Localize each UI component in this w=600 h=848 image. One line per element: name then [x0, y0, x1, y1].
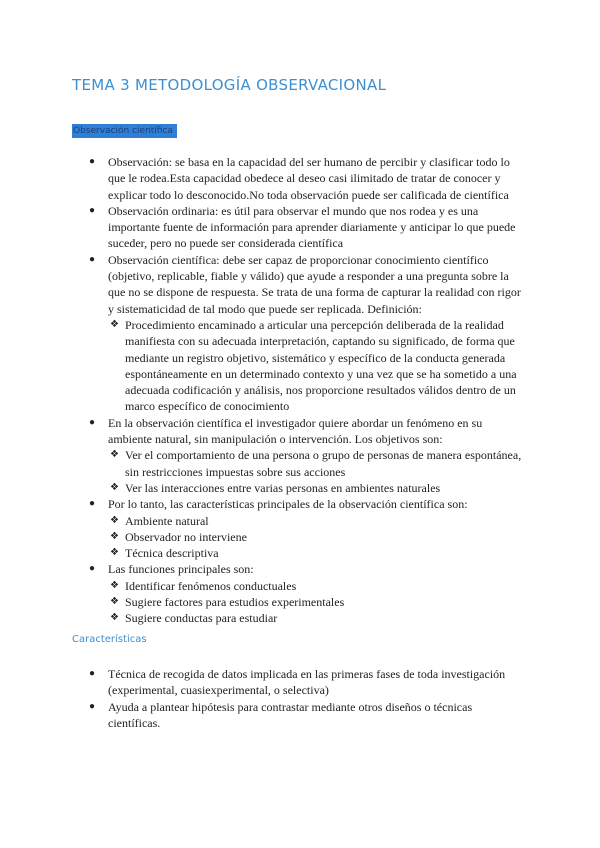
list-item — [86, 496, 526, 561]
diamond-bullet-icon: ❖ — [110, 514, 119, 526]
list-item-text: Por lo tanto, las características principales de la observación científica son: — [108, 497, 468, 512]
diamond-bullet-icon: ❖ — [110, 530, 119, 542]
observacion-list — [86, 154, 526, 627]
list-item-text: Observación ordinaria: es útil para observar el mundo que nos rodea y es una importante fuente de información para aprender diariamente y anticipar lo que puede suceder, pero no puede ser considerada científica — [108, 203, 516, 251]
sub-list-item — [108, 513, 526, 529]
list-item-text: En la observación científica el investigador quiere abordar un fenómeno en su ambiente natural, sin manipulación o intervención. Los objetivos son: — [108, 415, 483, 447]
bullet-icon: ● — [89, 156, 96, 167]
sub-list-item-text: Sugiere factores para estudios experimentales — [125, 595, 345, 610]
list-item — [86, 203, 526, 252]
diamond-bullet-icon: ❖ — [110, 318, 119, 330]
sub-list-item — [108, 447, 526, 480]
sub-list-item — [108, 610, 526, 626]
bullet-icon: ● — [89, 668, 96, 679]
bullet-icon: ● — [89, 498, 96, 510]
list-item — [86, 666, 526, 699]
list-item — [86, 154, 526, 203]
sub-list-item-text: Sugiere conductas para estudiar — [125, 611, 278, 626]
bullet-icon: ● — [89, 204, 96, 216]
sub-list-item-text: Técnica descriptiva — [125, 546, 219, 561]
diamond-bullet-icon: ❖ — [110, 596, 119, 608]
list-item-text: Técnica de recogida de datos implicada en las primeras fases de toda investigación (experimental, cuasiexperimental, o selectiva) — [108, 667, 506, 698]
caracteristicas-list — [86, 666, 526, 731]
sub-list-item — [108, 480, 526, 496]
bullet-icon: ● — [89, 563, 96, 575]
diamond-bullet-icon: ❖ — [110, 449, 119, 461]
list-item — [86, 561, 526, 626]
sub-list-item — [108, 594, 526, 610]
list-item — [86, 252, 526, 415]
sub-list — [108, 513, 526, 562]
sub-list-item — [108, 578, 526, 594]
diamond-bullet-icon: ❖ — [110, 579, 119, 591]
sub-list-item — [108, 545, 526, 561]
diamond-bullet-icon: ❖ — [110, 612, 119, 624]
sub-list-item-text: Ambiente natural — [125, 513, 209, 528]
list-item — [86, 415, 526, 496]
sub-list-item-text: Ver el comportamiento de una persona o grupo de personas de manera espontánea, sin restricciones impuestas sobre sus acciones — [125, 448, 522, 479]
page-title: TEMA 3 METODOLOGÍA OBSERVACIONAL — [72, 76, 387, 94]
sub-list-item — [108, 317, 526, 415]
sub-list-item-text: Ver las interacciones entre varias personas en ambientes naturales — [125, 480, 441, 495]
diamond-bullet-icon: ❖ — [110, 547, 119, 559]
bullet-icon: ● — [89, 700, 96, 712]
section-heading-caracteristicas: Características — [72, 634, 147, 645]
diamond-bullet-icon: ❖ — [110, 481, 119, 493]
section-heading-observacion: Observación científica — [72, 124, 177, 138]
bullet-icon: ● — [89, 416, 96, 428]
list-item-text: Las funciones principales son: — [108, 562, 254, 577]
sub-list — [108, 447, 526, 496]
list-item-text: Observación científica: debe ser capaz de proporcionar conocimiento científico (objetivo, replicable, fiable y válido) que ayude a responder a una pregunta sobre la que no se dispone de respuesta. Se trata de una forma de capturar la realidad con rigor y sistematicidad de tal modo que puede ser replicada. Definición: — [108, 252, 521, 316]
bullet-icon: ● — [89, 253, 96, 265]
sub-list-item-text: Observador no interviene — [125, 529, 247, 544]
sub-list — [108, 578, 526, 627]
sub-list-item-text: Procedimiento encaminado a articular una percepción deliberada de la realidad manifiesta con su adecuada interpretación, captando su significado, de forma que mediante un registro objetivo, sistemático y específico de la conducta generada espontáneamente en un determinado contexto y una vez que se ha sometido a una adecuada codificación y análisis, nos proporcione resultados válidos dentro de un marco específico de conocimiento — [125, 317, 517, 414]
list-item-text: Ayuda a plantear hipótesis para contrastar mediante otros diseños o técnicas científicas. — [108, 699, 473, 730]
sub-list-item-text: Identificar fenómenos conductuales — [125, 578, 297, 593]
sub-list — [108, 317, 526, 415]
list-item-text: Observación: se basa en la capacidad del ser humano de percibir y clasificar todo lo que le rodea.Esta capacidad obedece al deseo casi ilimitado de tratar de conocer y explicar todo lo desconocido.No toda observación puede ser calificada de científica — [108, 155, 510, 202]
list-item — [86, 699, 526, 732]
sub-list-item — [108, 529, 526, 545]
